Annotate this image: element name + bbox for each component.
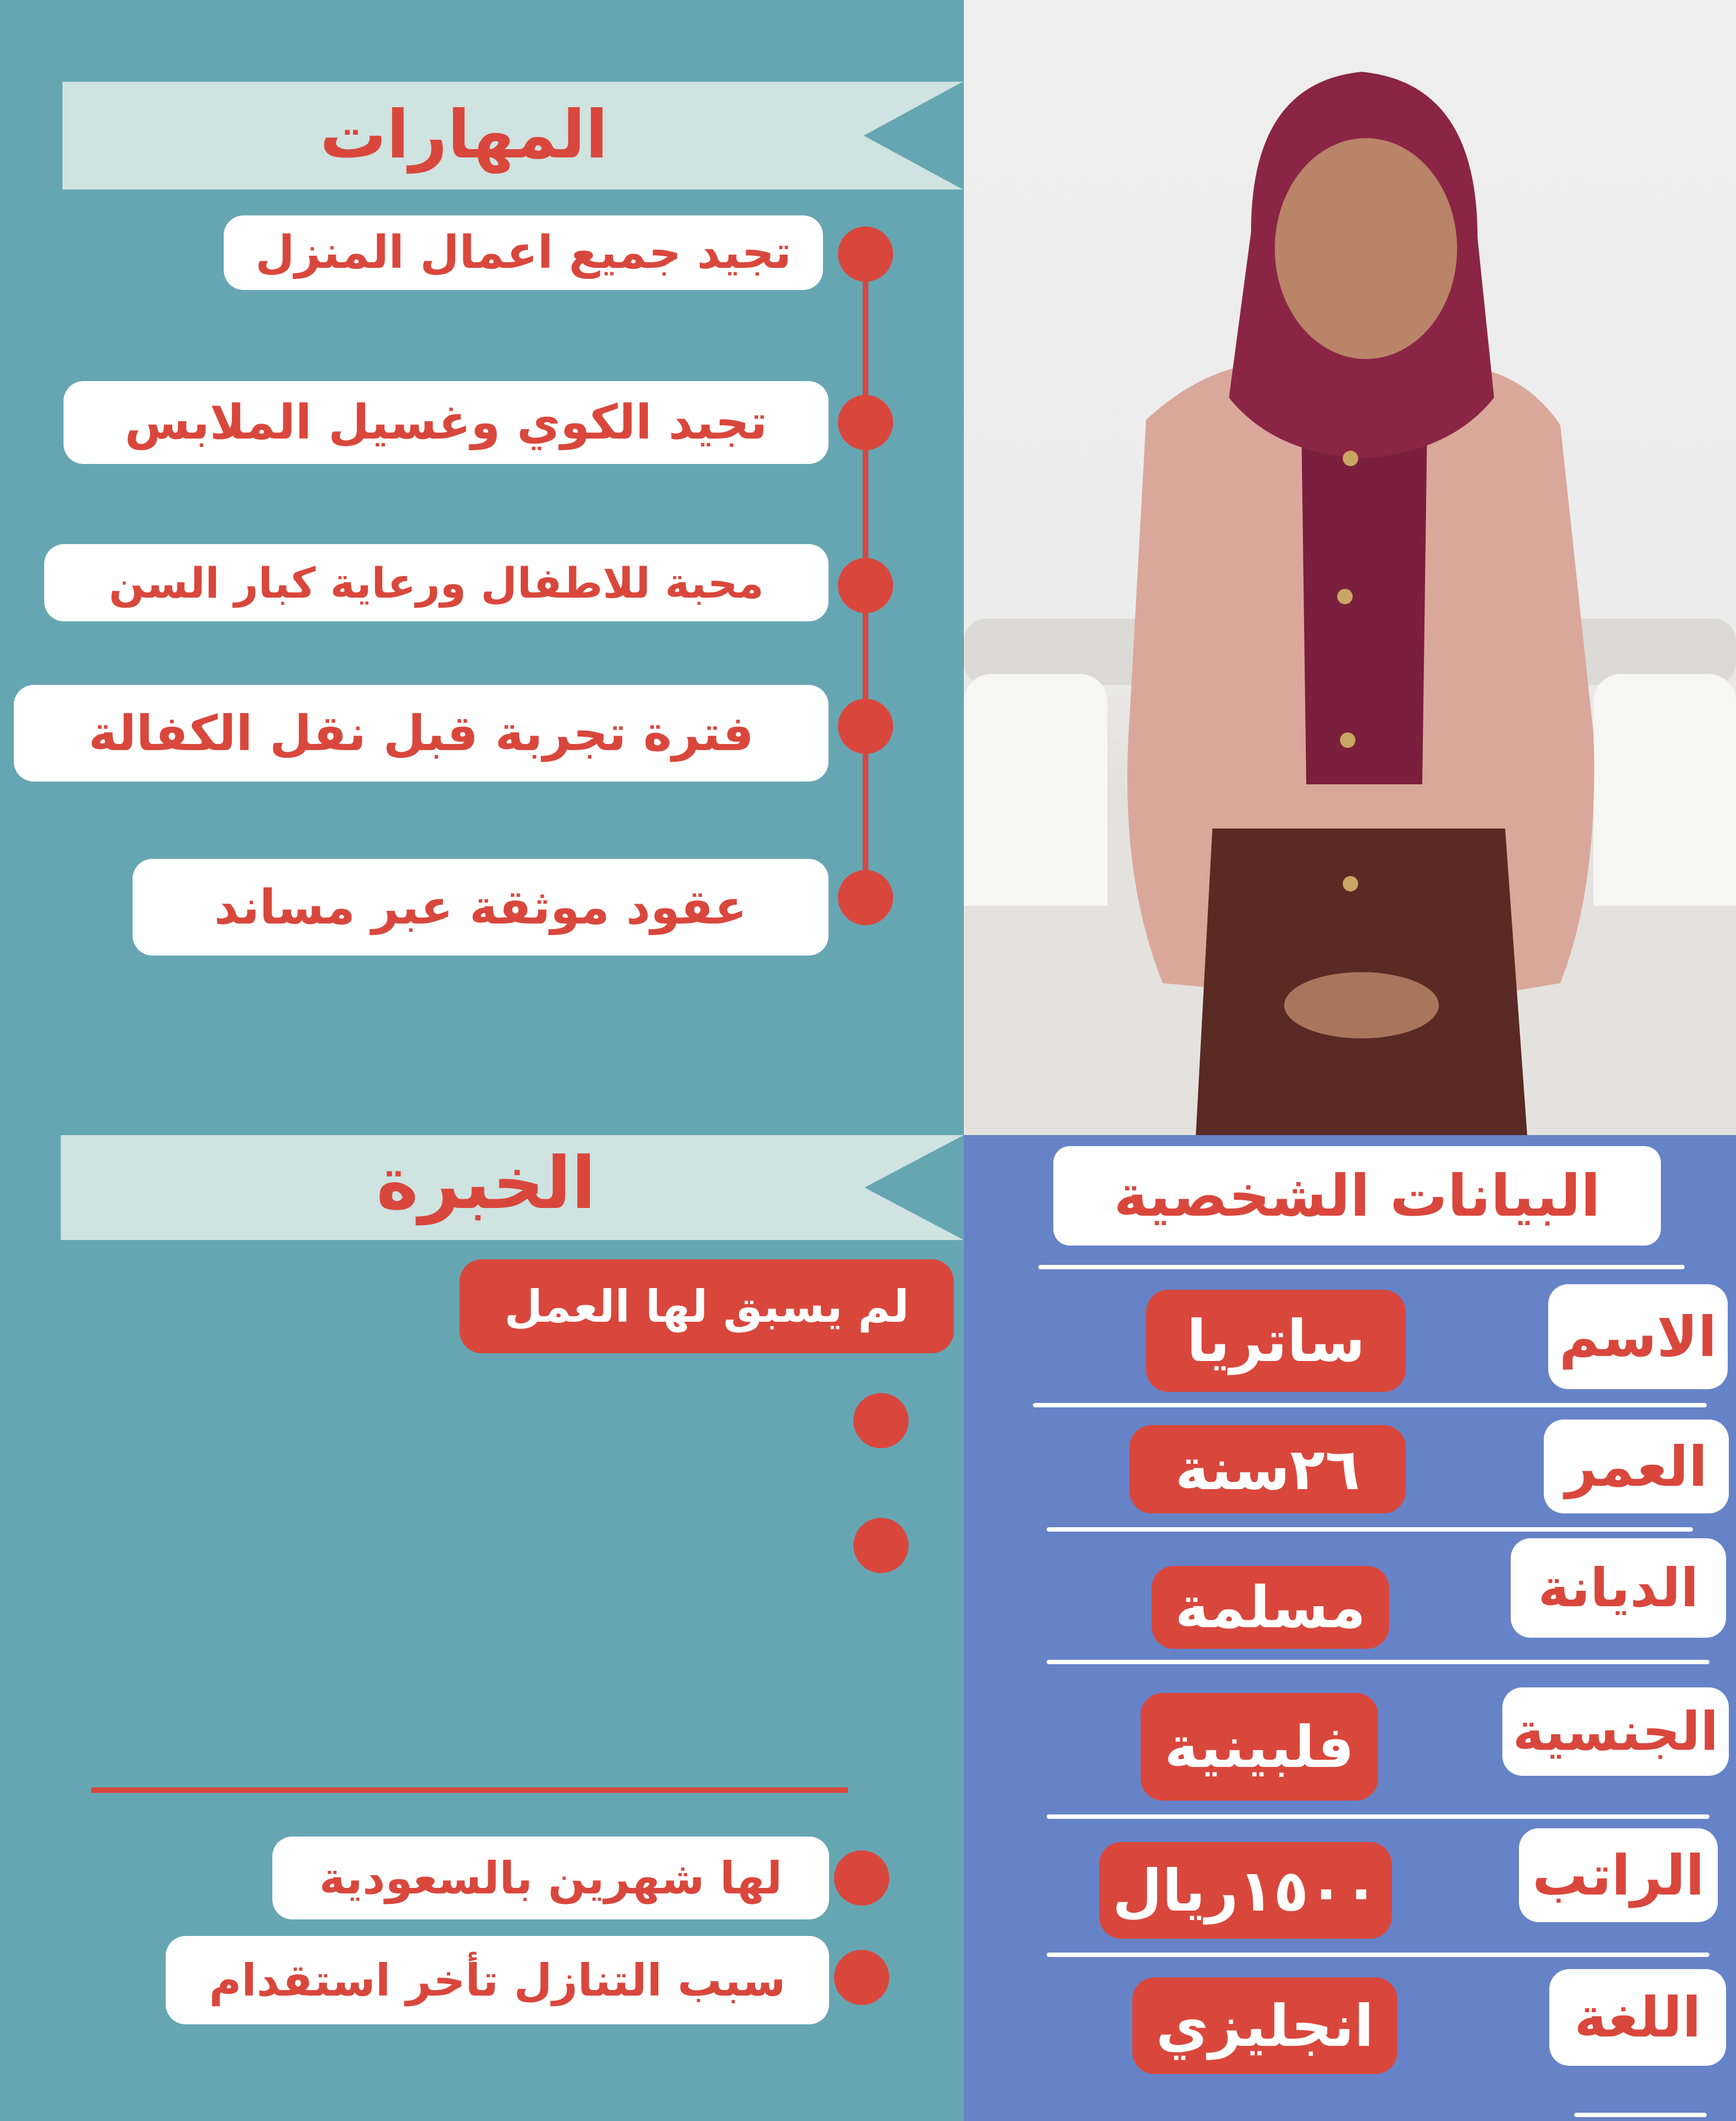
worker-photo	[964, 0, 1736, 1135]
row-divider	[1047, 1660, 1709, 1664]
row-divider	[1047, 1527, 1693, 1532]
experience-title: الخبرة	[376, 1141, 596, 1225]
value-age: ٢٦سنة	[1130, 1425, 1406, 1513]
experience-note: لها شهرين بالسعودية	[272, 1837, 829, 1919]
skills-bullet-dot	[838, 870, 893, 925]
personal-data-title: البيانات الشخصية	[1053, 1146, 1661, 1246]
skills-bullet-dot	[838, 226, 893, 282]
value-language: انجليزي	[1132, 1977, 1397, 2074]
note-bullet-dot	[834, 1950, 889, 2005]
experience-bullet-dot	[853, 1393, 909, 1448]
section-divider	[91, 1787, 848, 1793]
row-divider	[1038, 1265, 1685, 1269]
skills-bullet-dot	[838, 699, 893, 754]
skill-item: تجيد الكوي وغسيل الملابس	[64, 381, 829, 464]
label-salary: الراتب	[1519, 1828, 1718, 1922]
value-nationality: فلبينية	[1141, 1693, 1378, 1801]
row-divider	[1047, 1953, 1709, 1957]
skill-item: تجيد جميع اعمال المنزل	[224, 215, 823, 290]
skill-item: محبة للاطفال ورعاية كبار السن	[44, 544, 829, 621]
skills-bullet-dot	[838, 395, 893, 450]
note-bullet-dot	[834, 1850, 889, 1906]
label-nationality: الجنسية	[1502, 1687, 1729, 1776]
label-religion: الديانة	[1511, 1538, 1726, 1638]
row-divider	[1033, 1403, 1707, 1407]
row-divider	[1574, 2113, 1707, 2117]
label-name: الاسم	[1548, 1284, 1728, 1389]
label-language: اللغة	[1549, 1969, 1726, 2066]
value-name: ساتريا	[1146, 1290, 1406, 1392]
skills-bullet-dot	[838, 558, 893, 613]
skill-item: فترة تجربة قبل نقل الكفالة	[14, 685, 829, 782]
label-age: العمر	[1544, 1420, 1729, 1513]
experience-bullet-dot	[853, 1518, 909, 1573]
value-religion: مسلمة	[1152, 1566, 1389, 1649]
skills-title: المهارات	[320, 97, 608, 173]
experience-status: لم يسبق لها العمل	[460, 1259, 954, 1353]
value-salary: ١٥٠٠ريال	[1099, 1842, 1392, 1939]
experience-note: سبب التنازل تأخر استقدام	[166, 1936, 829, 2024]
skill-item: عقود موثقة عبر مساند	[133, 859, 829, 956]
row-divider	[1047, 1814, 1709, 1819]
